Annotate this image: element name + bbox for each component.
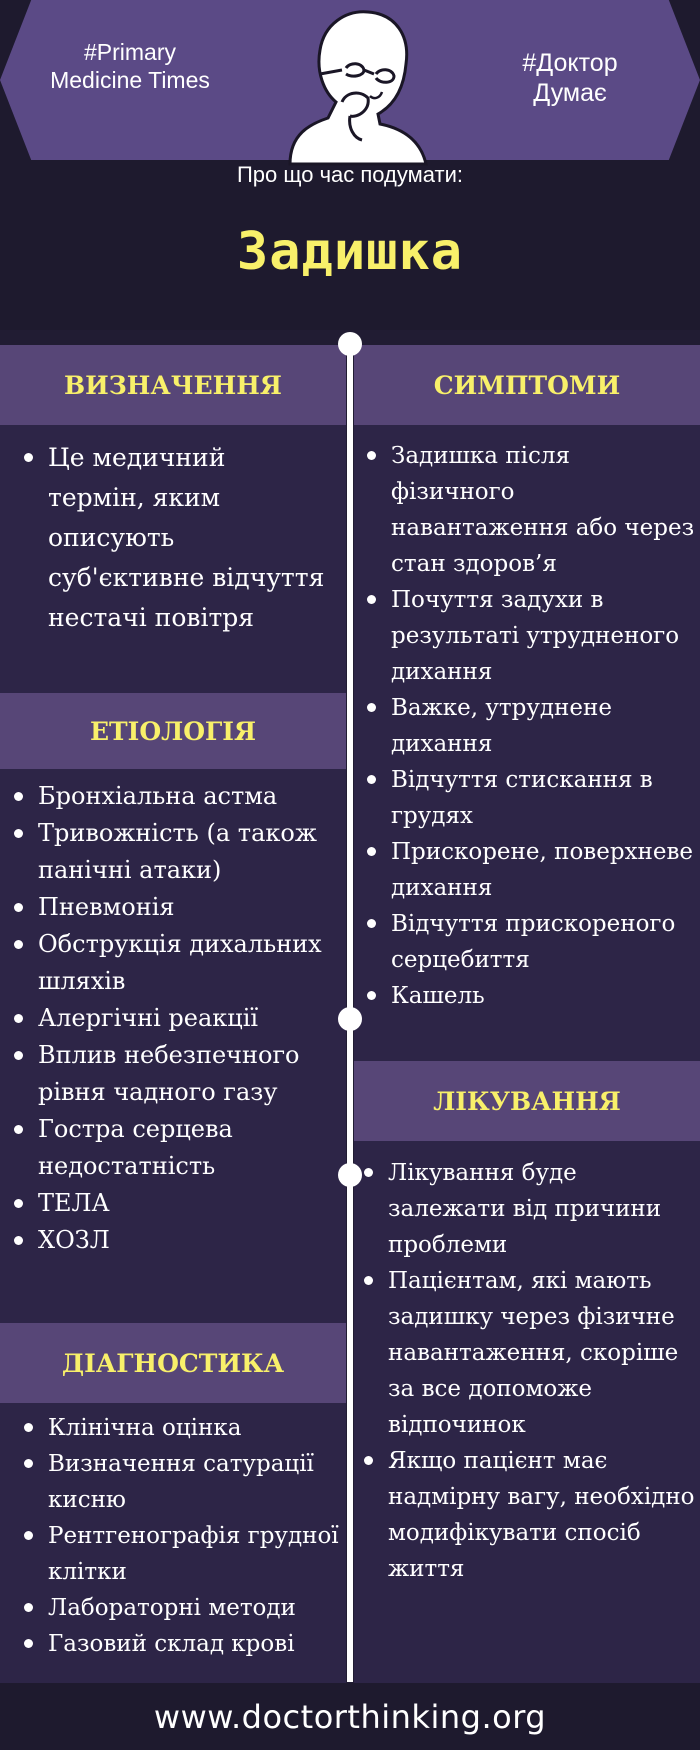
list-item: Відчуття прискореного серцебиття <box>365 906 697 978</box>
list-item: Лікування буде залежати від причини проблеми <box>362 1155 700 1263</box>
list-item: Відчуття стискання в грудях <box>365 762 697 834</box>
etiology-heading: ЕТІОЛОГІЯ <box>0 693 346 769</box>
diagnostics-heading: ДІАГНОСТИКА <box>0 1323 346 1403</box>
subtitle: Про що час подумати: <box>236 162 463 187</box>
list-item: Гостра серцева недостатність <box>12 1111 346 1185</box>
treatment-heading: ЛІКУВАННЯ <box>354 1061 700 1141</box>
list-item: Це медичний термін, яким описують суб'єктивне відчуття нестачі повітря <box>22 438 328 638</box>
list-item: Задишка після фізичного навантаження або через стан здоров’я <box>365 438 697 582</box>
diagnostics-list <box>22 1410 346 1662</box>
list-item: ХОЗЛ <box>12 1222 346 1259</box>
list-item: Важке, утруднене дихання <box>365 690 697 762</box>
list-item: Кашель <box>365 978 697 1014</box>
list-item: Тривожність (а також панічні атаки) <box>12 815 346 889</box>
etiology-list <box>12 778 346 1259</box>
list-item: Газовий склад крові <box>22 1626 346 1662</box>
list-item: Вплив небезпечного рівня чадного газу <box>12 1037 346 1111</box>
list-item: ТЕЛА <box>12 1185 346 1222</box>
header <box>0 0 700 330</box>
list-item: Бронхіальна астма <box>12 778 346 815</box>
timeline-dot <box>338 332 362 356</box>
hashtag-doctor-thinks: #Доктор Думає <box>522 49 618 107</box>
symptoms-list <box>365 438 697 1014</box>
list-item: Алергічні реакції <box>12 1000 346 1037</box>
definition-list <box>22 438 328 638</box>
list-item: Якщо пацієнт має надмірну вагу, необхідно модифікувати спосіб життя <box>362 1443 700 1587</box>
timeline-dot <box>338 1007 362 1031</box>
list-item: Рентгенографія грудної клітки <box>22 1518 346 1590</box>
treatment-list <box>362 1155 700 1587</box>
list-item: Пневмонія <box>12 889 346 926</box>
list-item: Пацієнтам, які мають задишку через фізичне навантаження, скоріше за все допоможе відпочинок <box>362 1263 700 1443</box>
list-item: Обструкція дихальних шляхів <box>12 926 346 1000</box>
footer-url: www.doctorthinking.org <box>0 1683 700 1750</box>
list-item: Прискорене, поверхневе дихання <box>365 834 697 906</box>
timeline-dot <box>338 1163 362 1187</box>
hashtag-primary-medicine-times: #Primary Medicine Times <box>50 39 210 93</box>
list-item: Визначення сатурації кисню <box>22 1446 346 1518</box>
symptoms-heading: СИМПТОМИ <box>354 345 700 425</box>
page-title: Задишка <box>236 222 464 282</box>
thinking-man-icon <box>250 6 450 166</box>
list-item: Почуття задухи в результаті утрудненого дихання <box>365 582 697 690</box>
list-item: Лабораторні методи <box>22 1590 346 1626</box>
list-item: Клінічна оцінка <box>22 1410 346 1446</box>
definition-heading: ВИЗНАЧЕННЯ <box>0 345 346 425</box>
